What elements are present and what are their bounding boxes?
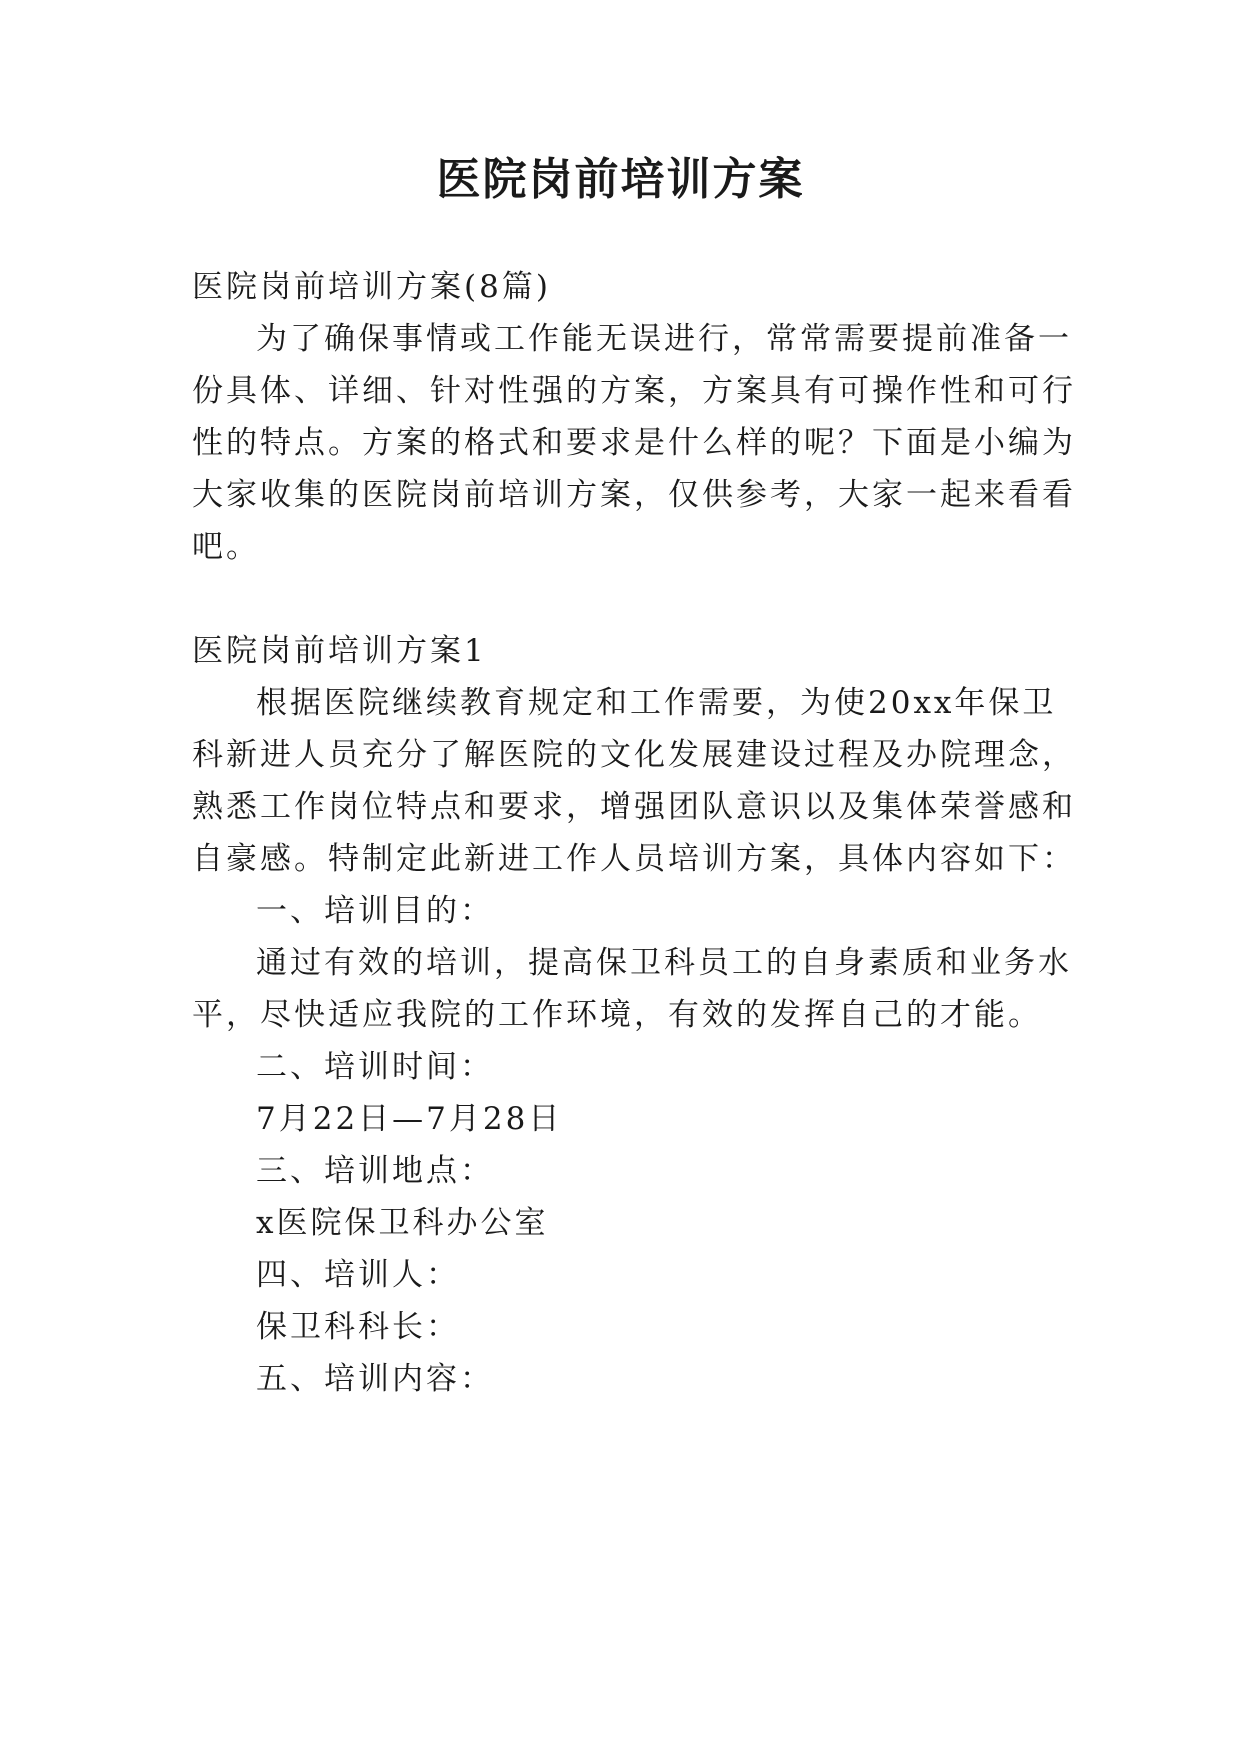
- item-heading-trainer: 四、培训人：: [256, 1257, 460, 1293]
- section1-line: 科新进人员充分了解医院的文化发展建设过程及办院理念，: [192, 737, 1076, 773]
- section-heading: 医院岗前培训方案1: [192, 633, 487, 669]
- item-heading-purpose: 一、培训目的：: [256, 893, 494, 929]
- intro-line: 大家收集的医院岗前培训方案，仅供参考，大家一起来看看: [192, 477, 1076, 513]
- item-text: x医院保卫科办公室: [256, 1205, 549, 1241]
- item-heading-location: 三、培训地点：: [256, 1153, 494, 1189]
- section1-line: 根据医院继续教育规定和工作需要，为使20xx年保卫: [256, 685, 1057, 721]
- item-text: 平，尽快适应我院的工作环境，有效的发挥自己的才能。: [192, 997, 1042, 1033]
- intro-line: 为了确保事情或工作能无误进行，常常需要提前准备一: [256, 321, 1072, 357]
- document-subtitle: 医院岗前培训方案(8篇): [192, 269, 551, 305]
- item-text: 通过有效的培训，提高保卫科员工的自身素质和业务水: [256, 945, 1072, 981]
- item-text: 7月22日—7月28日: [256, 1101, 563, 1137]
- section1-line: 自豪感。特制定此新进工作人员培训方案，具体内容如下：: [192, 841, 1076, 877]
- intro-line: 份具体、详细、针对性强的方案，方案具有可操作性和可行: [192, 373, 1076, 409]
- document-title: 医院岗前培训方案: [436, 154, 805, 205]
- item-text: 保卫科科长：: [256, 1309, 460, 1345]
- intro-line: 吧。: [192, 529, 260, 565]
- section1-line: 熟悉工作岗位特点和要求，增强团队意识以及集体荣誉感和: [192, 789, 1076, 825]
- intro-line: 性的特点。方案的格式和要求是什么样的呢？下面是小编为: [192, 425, 1076, 461]
- item-heading-content: 五、培训内容：: [256, 1361, 494, 1397]
- item-heading-time: 二、培训时间：: [256, 1049, 494, 1085]
